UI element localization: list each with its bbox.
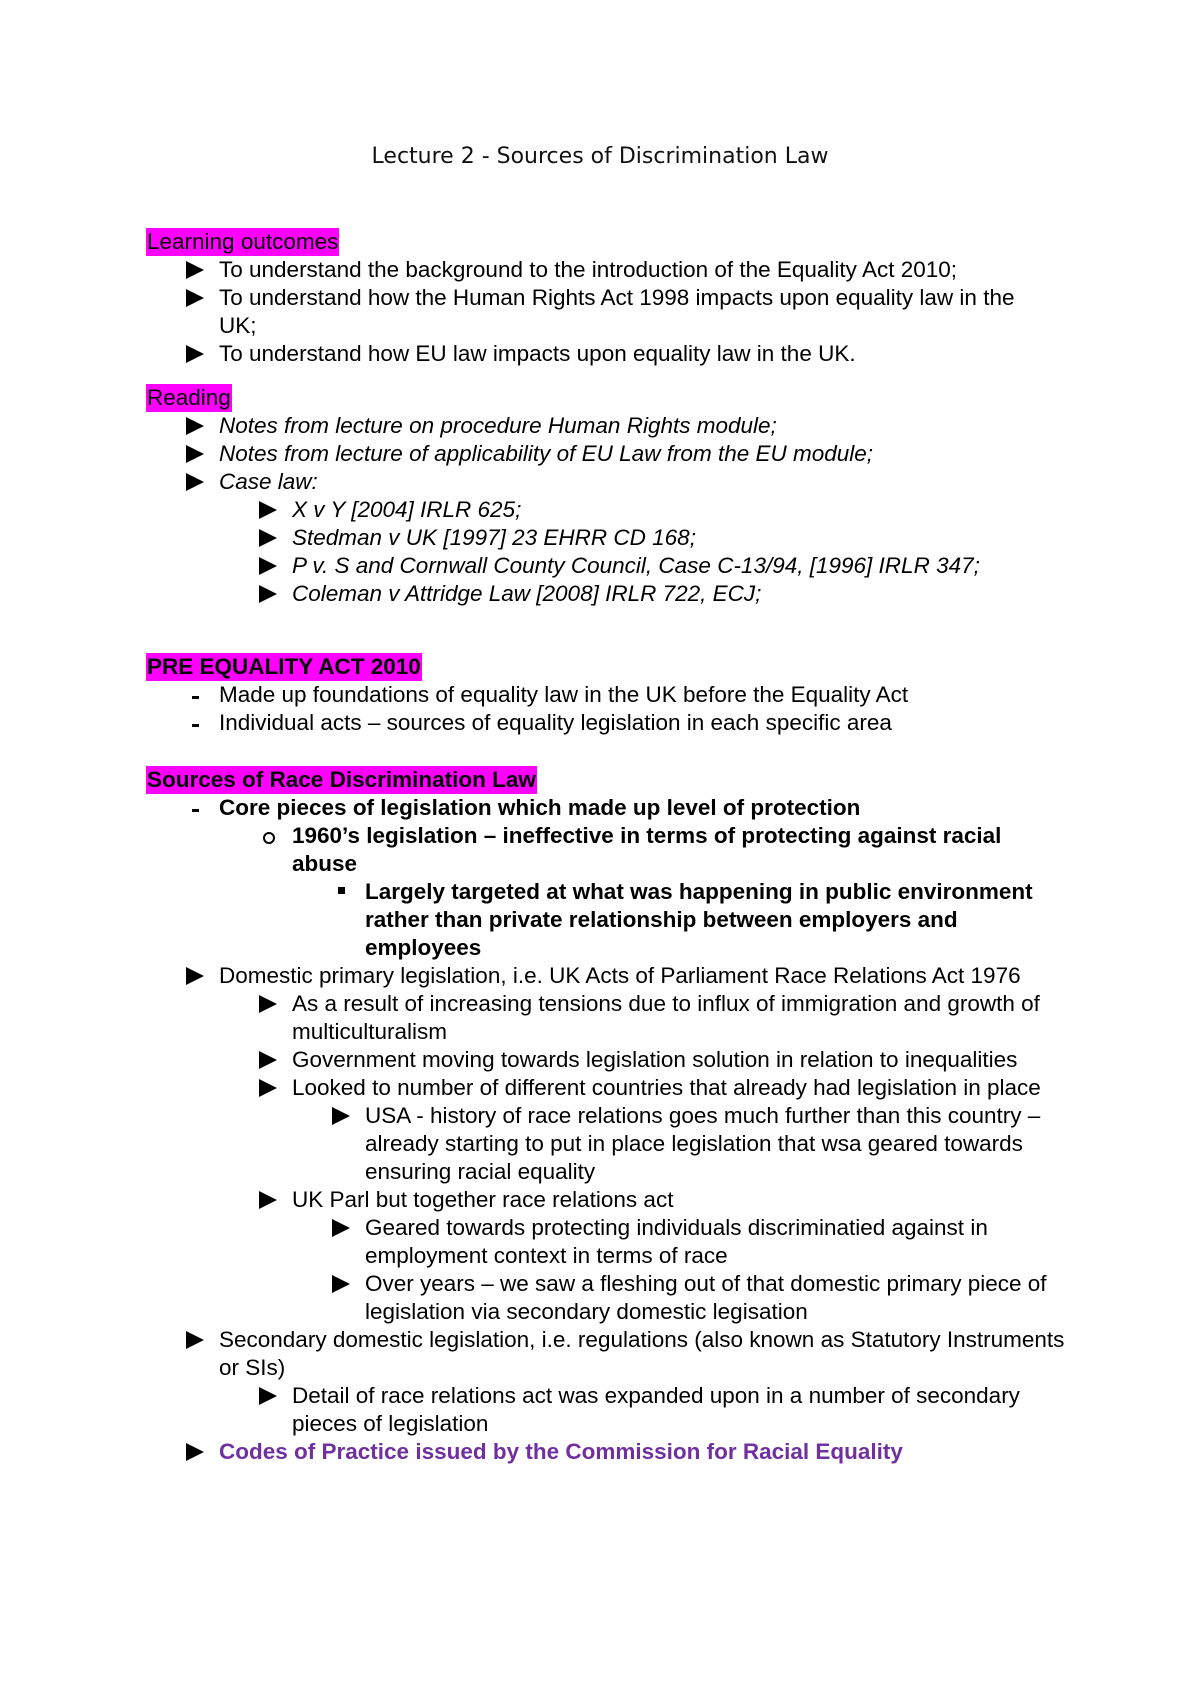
list-item: Coleman v Attridge Law [2008] IRLR 722, ECJ; [146,580,1046,608]
arrow-bullet-icon [186,412,210,440]
list-item: X v Y [2004] IRLR 625; [146,496,1046,524]
arrow-bullet-icon [259,552,283,580]
arrow-bullet-icon [332,1214,356,1242]
list-item: To understand how EU law impacts upon equality law in the UK. [146,340,1046,368]
list-item: Largely targeted at what was happening in public environment rather than private relationship between employers and employees [146,878,1066,962]
dash-bullet-icon [186,794,210,822]
arrow-bullet-icon [259,1186,283,1214]
arrow-bullet-icon [259,990,283,1018]
arrow-bullet-icon [332,1270,356,1298]
arrow-bullet-icon [186,962,210,990]
pre-equality-list [146,681,1046,737]
list-item: Looked to number of different countries that already had legislation in place USA - history of race relations goes much further than this country – already starting to put in place legislation that wsa geared towards ensuring racial equality [146,1074,1066,1186]
arrow-bullet-icon [259,496,283,524]
list-item: To understand the background to the introduction of the Equality Act 2010; [146,256,1046,284]
arrow-bullet-icon [186,1438,210,1466]
arrow-bullet-icon [186,468,210,496]
race-list [146,794,1066,1466]
list-item: Over years – we saw a fleshing out of that domestic primary piece of legislation via secondary domestic legisation [146,1270,1066,1326]
list-item: 1960’s legislation – ineffective in terms of protecting against racial abuse Largely targeted at what was happening in public environment rather than private relationship between employers and employees [146,822,1066,962]
list-item: UK Parl but together race relations act Geared towards protecting individuals discriminatied against in employment context in terms of race Over years – we saw a fleshing out of that domestic primary piece of legislation via secondary domestic legisation [146,1186,1066,1326]
arrow-bullet-icon [259,1046,283,1074]
arrow-bullet-icon [186,284,210,312]
list-item: As a result of increasing tensions due to influx of immigration and growth of multiculturalism [146,990,1066,1046]
list-item: Geared towards protecting individuals discriminatied against in employment context in terms of race [146,1214,1066,1270]
list-item: Case law: X v Y [2004] IRLR 625; Stedman v UK [1997] 23 EHRR CD 168; P v. S and Cornwall County Council, Case C-13/94, [1996] IRLR 347; Coleman v Attridge Law [2008] IRLR 722, ECJ; [146,468,1046,608]
list-item: Notes from lecture of applicability of EU Law from the EU module; [146,440,1046,468]
list-item: Detail of race relations act was expanded upon in a number of secondary pieces of legislation [146,1382,1066,1438]
list-item: Made up foundations of equality law in the UK before the Equality Act [146,681,1046,709]
learning-outcomes-list [146,256,1046,368]
arrow-bullet-icon [259,524,283,552]
reading-section [146,384,1046,608]
learning-outcomes-section [146,228,1046,368]
list-item: Secondary domestic legislation, i.e. regulations (also known as Statutory Instruments or SIs) Detail of race relations act was expanded upon in a number of secondary pieces of legislation [146,1326,1066,1438]
reading-heading: Reading [147,385,231,410]
arrow-bullet-icon [186,340,210,368]
arrow-bullet-icon [186,1326,210,1354]
pre-equality-heading: PRE EQUALITY ACT 2010 [147,654,421,679]
dash-bullet-icon [186,681,210,709]
arrow-bullet-icon [186,256,210,284]
list-item: To understand how the Human Rights Act 1998 impacts upon equality law in the UK; [146,284,1046,340]
arrow-bullet-icon [259,1074,283,1102]
dash-bullet-icon [186,709,210,737]
list-item: Individual acts – sources of equality legislation in each specific area [146,709,1046,737]
list-item: Codes of Practice issued by the Commission for Racial Equality [146,1438,1066,1466]
square-bullet-icon [332,878,356,906]
arrow-bullet-icon [332,1102,356,1130]
circle-bullet-icon [259,822,283,850]
list-item: Government moving towards legislation solution in relation to inequalities [146,1046,1066,1074]
arrow-bullet-icon [259,580,283,608]
learning-outcomes-heading: Learning outcomes [147,229,339,254]
reading-list [146,412,1046,608]
list-item: Stedman v UK [1997] 23 EHRR CD 168; [146,524,1046,552]
pre-equality-section [146,653,1046,737]
list-item: Core pieces of legislation which made up level of protection 1960’s legislation – ineffective in terms of protecting against racial abuse Largely targeted at what was happening in public environment rather than private relationship between employers and employees [146,794,1066,962]
arrow-bullet-icon [186,440,210,468]
case-law-list [146,496,1046,608]
list-item: Domestic primary legislation, i.e. UK Acts of Parliament Race Relations Act 1976 As a result of increasing tensions due to influx of immigration and growth of multiculturalism Government moving towards legislation solution in relation to inequalities Looked to number of different countries that already had legislation in place USA - history of race relations goes much further than this country – already starting to put in place legislation that wsa geared towards ensuring racial equality UK Parl but together race relations act Geared towards protecting individuals discriminatied against in employment context in terms of race Over years – we saw a fleshing out of that domestic primary piece of legislation via secondary domestic legisation [146,962,1066,1326]
list-item: P v. S and Cornwall County Council, Case C-13/94, [1996] IRLR 347; [146,552,1046,580]
race-heading: Sources of Race Discrimination Law [147,767,536,792]
list-item: USA - history of race relations goes much further than this country – already starting to put in place legislation that wsa geared towards ensuring racial equality [146,1102,1066,1186]
page-title: Lecture 2 - Sources of Discrimination Law [371,144,829,169]
list-item: Notes from lecture on procedure Human Rights module; [146,412,1046,440]
race-section [146,766,1066,1466]
arrow-bullet-icon [259,1382,283,1410]
